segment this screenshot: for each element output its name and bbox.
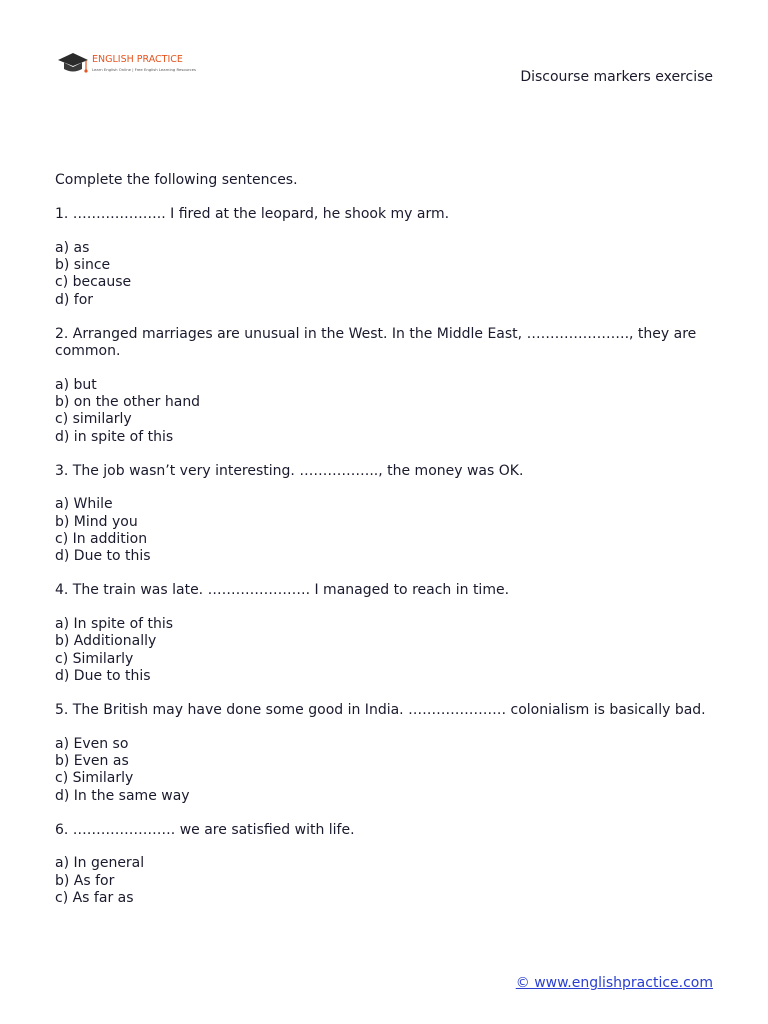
option-b: b) Even as — [55, 753, 129, 770]
option-b: b) since — [55, 257, 111, 274]
option-c: c) As far as — [55, 890, 134, 907]
question-2 — [55, 326, 715, 446]
logo-brand-text: ENGLISH PRACTICE — [92, 54, 183, 65]
question-3 — [55, 463, 715, 566]
exercise-content — [55, 172, 715, 924]
option-a: a) In spite of this — [55, 616, 174, 633]
question-5 — [55, 702, 715, 805]
english-practice-logo — [56, 50, 196, 78]
instructions: Complete the following sentences. — [55, 172, 298, 188]
option-d: d) in spite of this — [55, 428, 174, 445]
footer-website-link[interactable]: © www.englishpractice.com — [515, 975, 713, 991]
graduation-cap-icon — [56, 50, 90, 78]
option-c: c) Similarly — [55, 650, 134, 667]
option-a: a) While — [55, 496, 113, 513]
question-text: 4. The train was late. …………………. I managed to reach in time. — [55, 582, 510, 599]
question-6 — [55, 822, 715, 908]
question-text: 2. Arranged marriages are unusual in the West. In the Middle East, …………………., they are common. — [55, 325, 697, 359]
option-d: d) Due to this — [55, 667, 151, 684]
question-text: 6. …………………. we are satisfied with life. — [55, 821, 355, 838]
option-b: b) As for — [55, 872, 115, 889]
option-d: d) Due to this — [55, 548, 151, 565]
option-a: a) as — [55, 239, 90, 256]
question-1 — [55, 206, 715, 309]
question-text: 3. The job wasn’t very interesting. …………….., the money was OK. — [55, 462, 524, 479]
option-c: c) Similarly — [55, 770, 134, 787]
option-b: b) Mind you — [55, 513, 138, 530]
option-a: a) Even so — [55, 735, 129, 752]
option-a: a) but — [55, 376, 97, 393]
option-c: c) similarly — [55, 411, 132, 428]
question-text: 5. The British may have done some good in India. ………………… colonialism is basically bad. — [55, 701, 706, 718]
option-d: d) for — [55, 291, 94, 308]
option-b: b) on the other hand — [55, 394, 201, 411]
document-title: Discourse markers exercise — [520, 69, 713, 85]
option-b: b) Additionally — [55, 633, 157, 650]
option-a: a) In general — [55, 855, 145, 872]
question-text: 1. ……………….. I fired at the leopard, he shook my arm. — [55, 205, 450, 222]
question-4 — [55, 582, 715, 685]
option-c: c) because — [55, 274, 132, 291]
option-c: c) In addition — [55, 531, 148, 548]
option-d: d) In the same way — [55, 787, 190, 804]
logo-tagline: Learn English Online | Free English Learning Resources — [92, 67, 196, 72]
